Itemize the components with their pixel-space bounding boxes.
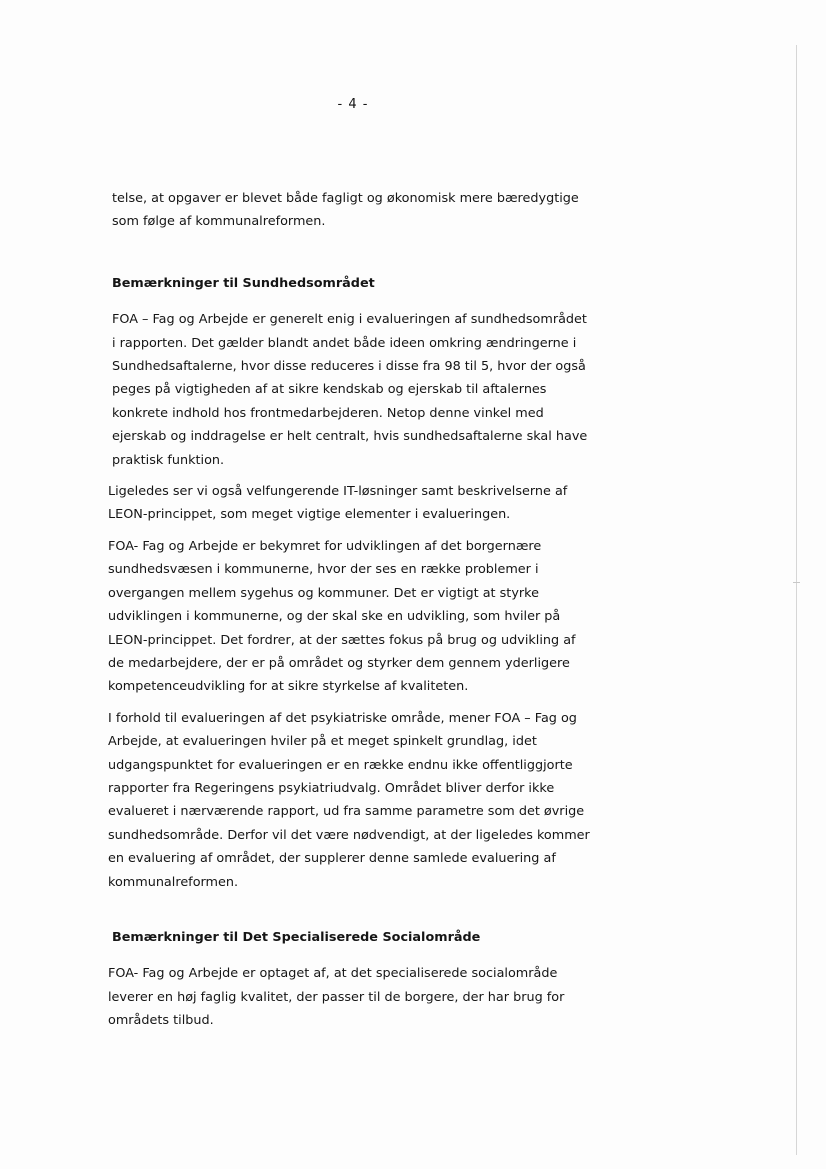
scan-edge-line — [796, 45, 797, 1155]
paragraph: Ligeledes ser vi også velfungerende IT-løsninger samt beskrivelserne af LEON-princippet, som meget vigtige elementer i evalueringen. — [108, 484, 568, 523]
section-heading-socialomraade: Bemærkninger til Det Specialiserede Socialområde — [112, 929, 481, 945]
paragraph: FOA- Fag og Arbejde er optaget af, at det specialiserede socialområde leverer en høj faglig kvalitet, der passer til de borgere, der har brug for områdets tilbud. — [108, 966, 565, 1029]
paragraph: I forhold til evalueringen af det psykiatriske område, mener FOA – Fag og Arbejde, at evalueringen hviler på et meget spinkelt grundlag, idet udgangspunktet for evalueringen er en række endnu ikke offentliggjorte rapporter fra Regeringens psykiatriudvalg. Området bliver derfor ikke evalueret i nærværende rapport, ud fra samme parametre som det øvrige sundhedsområde. Derfor vil det være nødvendigt, at der ligeledes kommer en evaluering af området, der supplerer denne samlede evaluering af kommunalreformen. — [108, 710, 590, 890]
paragraph: FOA- Fag og Arbejde er bekymret for udviklingen af det borgernære sundhedsvæsen i kommunerne, hvor der ses en række problemer i overgangen mellem sygehus og kommuner. Det er vigtigt at styrke udviklingen i kommunerne, og der skal ske en udvikling, som hviler på LEON-princippet. Det fordrer, at der sættes fokus på brug og udvikling af de medarbejdere, der er på området og styrker dem gennem yderligere kompetenceudvikling for at sikre styrkelse af kvaliteten. — [108, 538, 576, 695]
page-number: - 4 - — [337, 97, 369, 112]
body-text — [108, 187, 594, 1041]
intro-paragraph: telse, at opgaver er blevet både fagligt og økonomisk mere bæredygtige som følge af kommunalreformen. — [112, 191, 579, 230]
scan-edge-mark — [793, 582, 800, 583]
paragraph: FOA – Fag og Arbejde er generelt enig i evalueringen af sundhedsområdet i rapporten. Det gælder blandt andet både ideen omkring ændringerne i Sundhedsaftalerne, hvor disse reduceres i disse fra 98 til 5, hvor der også peges på vigtigheden af at sikre kendskab og ejerskab til aftalernes konkrete indhold hos frontmedarbejderen. Netop denne vinkel med ejerskab og inddragelse er helt centralt, hvis sundhedsaftalerne skal have praktisk funktion. — [112, 312, 588, 468]
section-heading-sundhed: Bemærkninger til Sundhedsområdet — [112, 275, 375, 291]
